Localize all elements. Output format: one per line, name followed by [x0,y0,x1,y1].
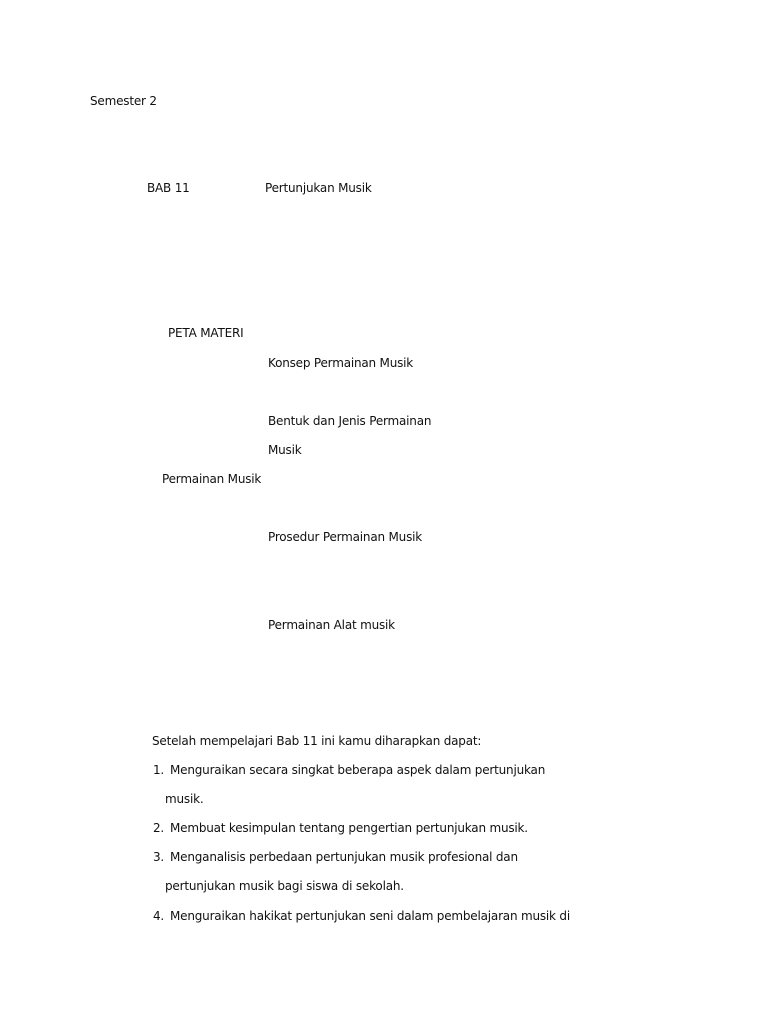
objective-number: 2. [153,821,165,835]
objective-text: Membuat kesimpulan tentang pengertian pertunjukan musik. [170,821,528,835]
objective-number: 1. [153,763,165,777]
concept-map-item: Musik [268,443,302,457]
objective-text: Menguraikan hakikat pertunjukan seni dalam pembelajaran musik di [170,909,570,923]
objective-text: Menganalisis perbedaan pertunjukan musik profesional dan [170,850,518,864]
concept-map-heading: PETA MATERI [168,326,244,340]
objective-text: Menguraikan secara singkat beberapa aspek dalam pertunjukan [170,763,546,777]
concept-map-item: Prosedur Permainan Musik [268,530,423,544]
objective-text-continued: musik. [165,792,204,806]
objectives-intro: Setelah mempelajari Bab 11 ini kamu diharapkan dapat: [152,734,482,748]
chapter-title: Pertunjukan Musik [265,181,372,195]
concept-map-item: Konsep Permainan Musik [268,356,414,370]
objective-text-continued: pertunjukan musik bagi siswa di sekolah. [165,879,404,893]
concept-map-center: Permainan Musik [162,472,262,486]
objective-number: 3. [153,850,165,864]
semester-label: Semester 2 [90,94,157,108]
objective-number: 4. [153,909,165,923]
concept-map-item: Permainan Alat musik [268,618,395,632]
chapter-number: BAB 11 [147,181,190,195]
concept-map-item: Bentuk dan Jenis Permainan [268,414,432,428]
